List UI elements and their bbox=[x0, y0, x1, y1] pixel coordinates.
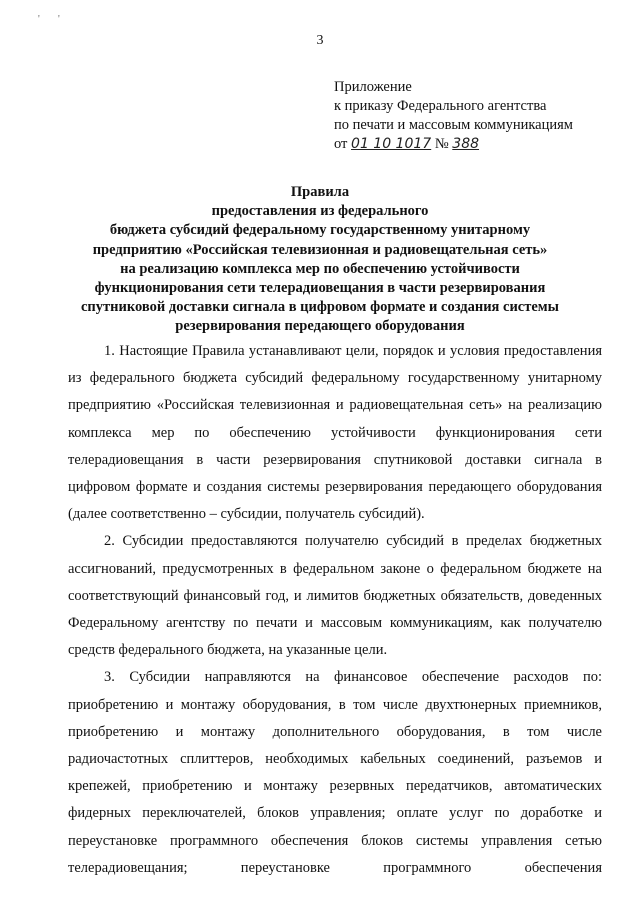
page-number: 3 bbox=[316, 33, 324, 48]
paragraph-3: 3. Субсидии направляются на финансовое обеспечение расходов по: приобретению и монтажу оборудования, в том числе двухтюнерных приемников, приобретению и монтажу дополнительного оборудования, в том числе радиочастотных сплиттеров, необходимых кабельных соединений, разъемов и крепежей, приобретению и монтажу резервных передатчиков, автоматических фидерных переключателей, блоков управления; оплате услуг по доработке и переустановке программного обеспечения блоков системы управления сетью телерадиовещания; переустановке программного обеспечения bbox=[68, 669, 602, 876]
title-line: на реализацию комплекса мер по обеспечению устойчивости bbox=[120, 260, 520, 277]
appendix-header bbox=[334, 78, 573, 154]
date-prefix: от bbox=[334, 136, 348, 152]
number-prefix: № bbox=[434, 136, 449, 152]
appendix-title: Приложение bbox=[334, 79, 412, 95]
document-title bbox=[40, 183, 600, 337]
title-line: бюджета субсидий федеральному государственному унитарному bbox=[109, 222, 531, 239]
title-line: предоставления из федерального bbox=[211, 203, 429, 220]
title-line: спутниковой доставки сигнала в цифровом формате и создания системы bbox=[80, 299, 560, 316]
appendix-date-line bbox=[334, 135, 573, 154]
handwritten-number: 388 bbox=[452, 136, 480, 152]
scan-mark-left: ' bbox=[38, 14, 40, 25]
title-line: функционирования сети телерадиовещания в части резервирования bbox=[94, 280, 546, 297]
scan-mark-right: ' bbox=[58, 14, 60, 25]
title-line: Правила bbox=[290, 184, 350, 200]
paragraph-1: 1. Настоящие Правила устанавливают цели, порядок и условия предоставления из федерального бюджета субсидий федеральному государственному унитарному предприятию «Российская телевизионная и радиовещательная сеть» на реализацию комплекса мер по обеспечению устойчивости функционирования сети телерадиовещания в части резервирования спутниковой доставки сигнала в цифровом формате и создания системы резервирования передающего оборудования (далее соответственно – субсидии, получатель субсидий). bbox=[68, 343, 602, 523]
appendix-agency-line: по печати и массовым коммуникациям bbox=[334, 117, 573, 133]
document-body bbox=[68, 338, 602, 882]
paragraph-2: 2. Субсидии предоставляются получателю субсидий в пределах бюджетных ассигнований, предусмотренных в федеральном законе о федеральном бюджете на соответствующий финансовый год, и лимитов бюджетных обязательств, доведенных Федеральному агентству по печати и массовым коммуникациям, как получателю средств федерального бюджета, на указанные цели. bbox=[68, 533, 602, 659]
appendix-order-line: к приказу Федерального агентства bbox=[334, 98, 547, 114]
handwritten-date: 01 10 1017 bbox=[351, 136, 432, 152]
title-line: резервирования передающего оборудования bbox=[175, 318, 465, 335]
title-line: предприятию «Российская телевизионная и радиовещательная сеть» bbox=[92, 241, 548, 258]
